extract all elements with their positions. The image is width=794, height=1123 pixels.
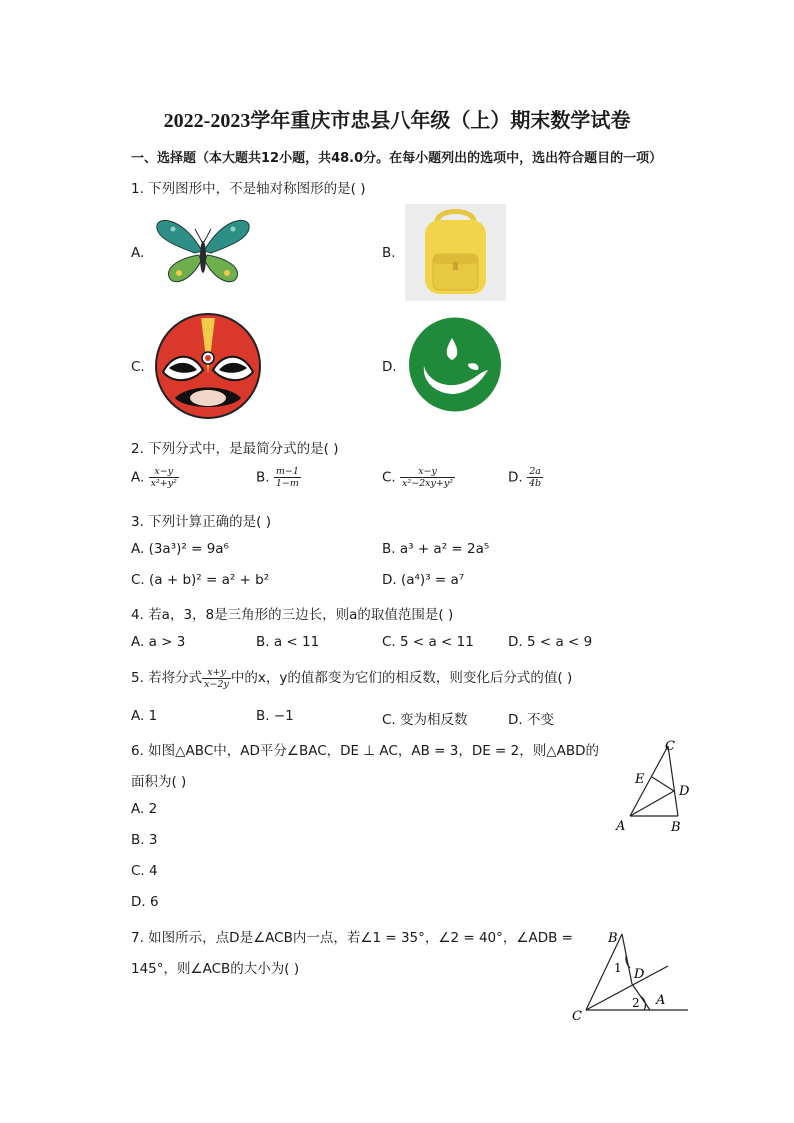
label-a: A — [616, 819, 626, 834]
q2-option-d — [508, 466, 543, 489]
opera-mask-image — [153, 312, 263, 420]
q3-option-a: A. (3a³)² = 9a⁶ — [131, 541, 229, 557]
question-5-stem — [131, 666, 572, 690]
question-6-stem-line1: 6. 如图△ABC中，AD平分∠BAC，DE ⊥ AC，AB = 3，DE = 2，则△ABD的 — [131, 743, 600, 759]
butterfly-image — [155, 215, 251, 288]
fraction-denominator: 1−m — [275, 478, 299, 489]
label-angle-2: 2 — [632, 996, 640, 1010]
label-b: B — [608, 931, 618, 946]
q5-option-a: A. 1 — [131, 708, 158, 724]
q1-option-b-label: B. — [382, 245, 396, 261]
q5-fraction — [202, 667, 231, 690]
question-7-stem-line2: 145°，则∠ACB的大小为( ) — [131, 961, 300, 977]
q4-option-c: C. 5 < a < 11 — [382, 634, 474, 650]
label-c: C — [572, 1009, 582, 1024]
q6-option-d: D. 6 — [131, 894, 159, 910]
label-b: B — [671, 820, 681, 835]
q3-option-b: B. a³ + a² = 2a⁵ — [382, 541, 490, 557]
q3-option-d: D. (a⁴)³ = a⁷ — [382, 572, 465, 588]
question-7-stem-line1: 7. 如图所示，点D是∠ACB内一点，若∠1 = 35°，∠2 = 40°，∠ADB = — [131, 930, 573, 946]
fraction-denominator: x²−2xy+y² — [402, 478, 454, 489]
question-2-stem: 2. 下列分式中，是最简分式的是( ) — [131, 441, 339, 457]
section-heading: 一、选择题（本大题共12小题，共48.0分。在每小题列出的选项中，选出符合题目的一项） — [131, 151, 663, 166]
q2-option-a-fraction — [149, 466, 179, 489]
q2-option-c-label: C. — [382, 469, 396, 486]
q2-option-d-label: D. — [508, 469, 523, 486]
q5-option-c: C. 变为相反数 — [382, 712, 468, 728]
question-6-stem-line2: 面积为( ) — [131, 774, 187, 790]
q5-stem-prefix: 5. 若将分式 — [131, 670, 203, 686]
q1-option-d-label: D. — [382, 359, 397, 375]
fraction-numerator: x−y — [149, 466, 179, 478]
q5-stem-suffix: 中的x，y的值都变为它们的相反数，则变化后分式的值( ) — [230, 670, 573, 686]
q6-option-a: A. 2 — [131, 801, 158, 817]
q5-option-d: D. 不变 — [508, 712, 554, 728]
fraction-numerator: m−1 — [275, 466, 299, 477]
label-c: C — [665, 739, 675, 754]
fraction-numerator: 2a — [527, 466, 543, 478]
segment-cb — [668, 746, 678, 816]
question-4-stem: 4. 若a，3，8是三角形的三边长，则a的取值范围是( ) — [131, 607, 454, 623]
page-title: 2022-2023学年重庆市忠县八年级（上）期末数学试卷 — [163, 110, 631, 132]
backpack-image — [405, 204, 506, 301]
q2-option-c-fraction — [400, 466, 455, 489]
label-d: D — [634, 967, 645, 982]
q2-option-a-label: A. — [131, 469, 145, 486]
green-logo-image — [408, 316, 502, 413]
label-angle-1: 1 — [614, 961, 622, 975]
q2-option-b — [256, 466, 301, 489]
label-e: E — [635, 772, 645, 787]
label-d: D — [679, 784, 690, 799]
question-3-stem: 3. 下列计算正确的是( ) — [131, 514, 271, 530]
q2-option-b-fraction — [274, 466, 301, 489]
q5-option-b: B. −1 — [256, 708, 294, 724]
q4-option-a: A. a > 3 — [131, 634, 186, 650]
q7-angle-figure — [568, 926, 694, 1026]
q2-option-c — [382, 466, 455, 489]
question-1-stem: 1. 下列图形中，不是轴对称图形的是( ) — [131, 181, 366, 197]
q2-option-b-label: B. — [256, 469, 270, 486]
fraction-denominator: x²+y² — [150, 478, 177, 489]
label-a: A — [656, 993, 666, 1008]
q4-option-b: B. a < 11 — [256, 634, 320, 650]
q6-option-c: C. 4 — [131, 863, 158, 879]
segment-bd — [622, 934, 632, 984]
q3-option-c: C. (a + b)² = a² + b² — [131, 572, 270, 588]
fraction-denominator: x−2y — [204, 678, 229, 690]
segment-de — [652, 777, 674, 791]
fraction-numerator: x−y — [400, 466, 455, 478]
fraction-denominator: 4b — [528, 478, 542, 489]
fraction-numerator: x+y — [202, 667, 231, 679]
q1-option-c-label: C. — [131, 359, 145, 375]
q6-option-b: B. 3 — [131, 832, 158, 848]
q6-triangle-figure — [610, 736, 700, 836]
q1-option-a-label: A. — [131, 245, 145, 261]
q2-option-a — [131, 466, 179, 489]
q4-option-d: D. 5 < a < 9 — [508, 634, 593, 650]
q2-option-d-fraction — [527, 466, 543, 489]
